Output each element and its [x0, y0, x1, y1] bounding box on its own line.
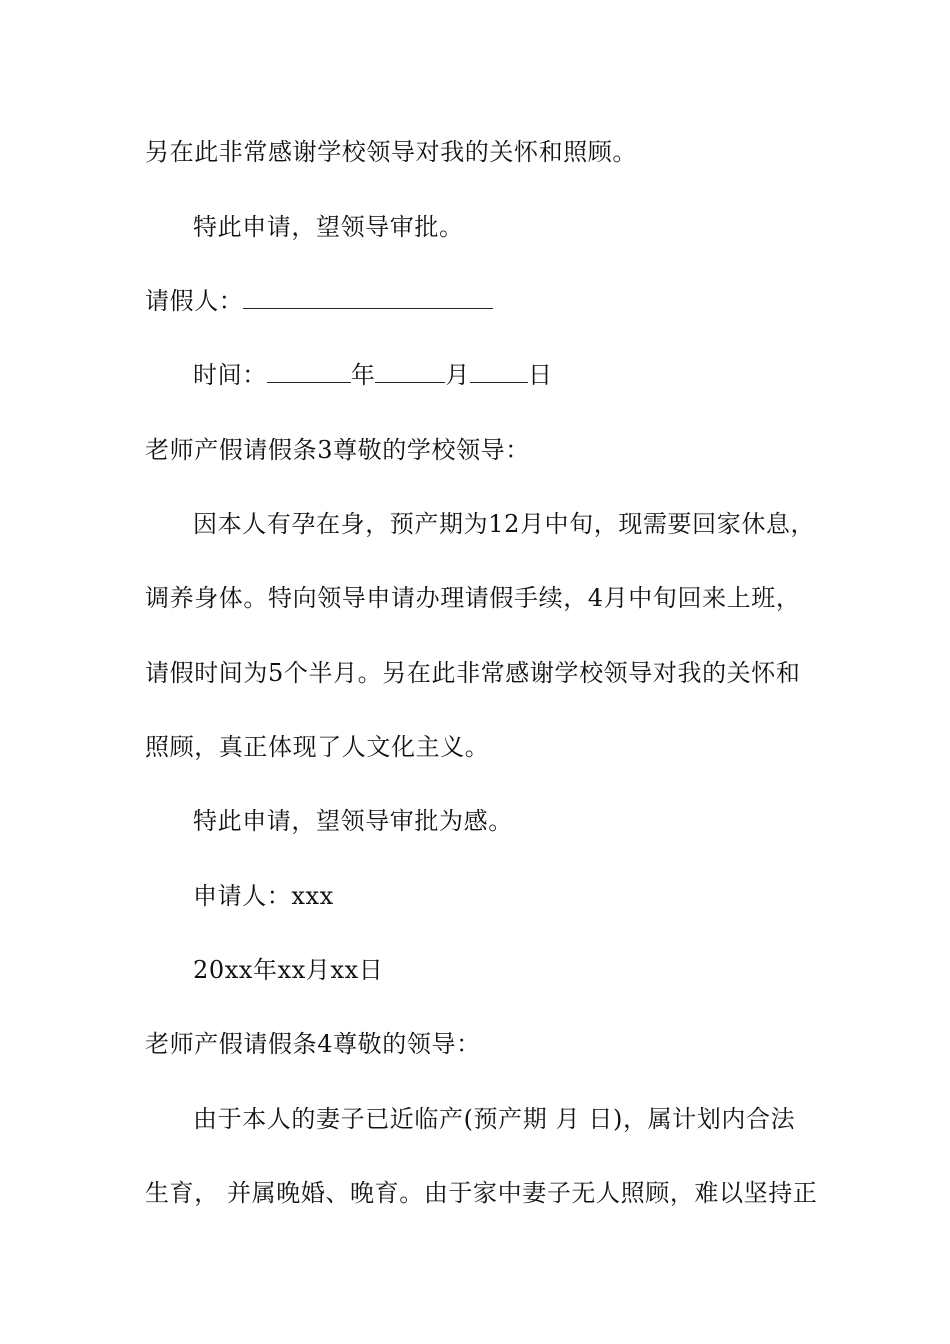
applicant-blank [243, 286, 493, 309]
paragraph-note-4-line-1: 由于本人的妻子已近临产(预产期 月 日)，属计划内合法 [193, 1105, 796, 1133]
date-label: 时间： [193, 361, 267, 389]
year-blank [267, 360, 351, 383]
paragraph-note-4-line-2: 生育， 并属晚婚、晚育。由于家中妻子无人照顾，难以坚持正 [145, 1179, 818, 1207]
month-blank [375, 360, 445, 383]
paragraph-note-3-line-2: 调养身体。特向领导申请办理请假手续，4月中旬回来上班， [145, 584, 801, 612]
heading-note-3: 老师产假请假条3尊敬的学校领导： [145, 436, 530, 464]
month-label: 月 [445, 361, 471, 389]
paragraph-note-3-line-1: 因本人有孕在身，预产期为12月中旬，现需要回家休息， [193, 510, 816, 538]
paragraph-note-3-line-3: 请假时间为5个半月。另在此非常感谢学校领导对我的关怀和 [145, 659, 801, 687]
closing-request: 特此申请，望领导审批。 [193, 213, 464, 241]
paragraph-note-3-line-4: 照顾，真正体现了人文化主义。 [145, 733, 490, 761]
signature-date: 20xx年xx月xx日 [193, 956, 384, 984]
applicant-label: 请假人： [145, 287, 244, 315]
applicant-signature: 申请人：xxx [193, 882, 334, 910]
day-label: 日 [528, 361, 553, 389]
year-label: 年 [350, 361, 376, 389]
date-line [193, 360, 553, 390]
closing-request-note-3: 特此申请，望领导审批为感。 [193, 807, 513, 835]
heading-note-4: 老师产假请假条4尊敬的领导： [145, 1030, 481, 1058]
paragraph-thanks: 另在此非常感谢学校领导对我的关怀和照顾。 [145, 138, 637, 166]
applicant-line [145, 286, 493, 316]
day-blank [470, 360, 528, 383]
